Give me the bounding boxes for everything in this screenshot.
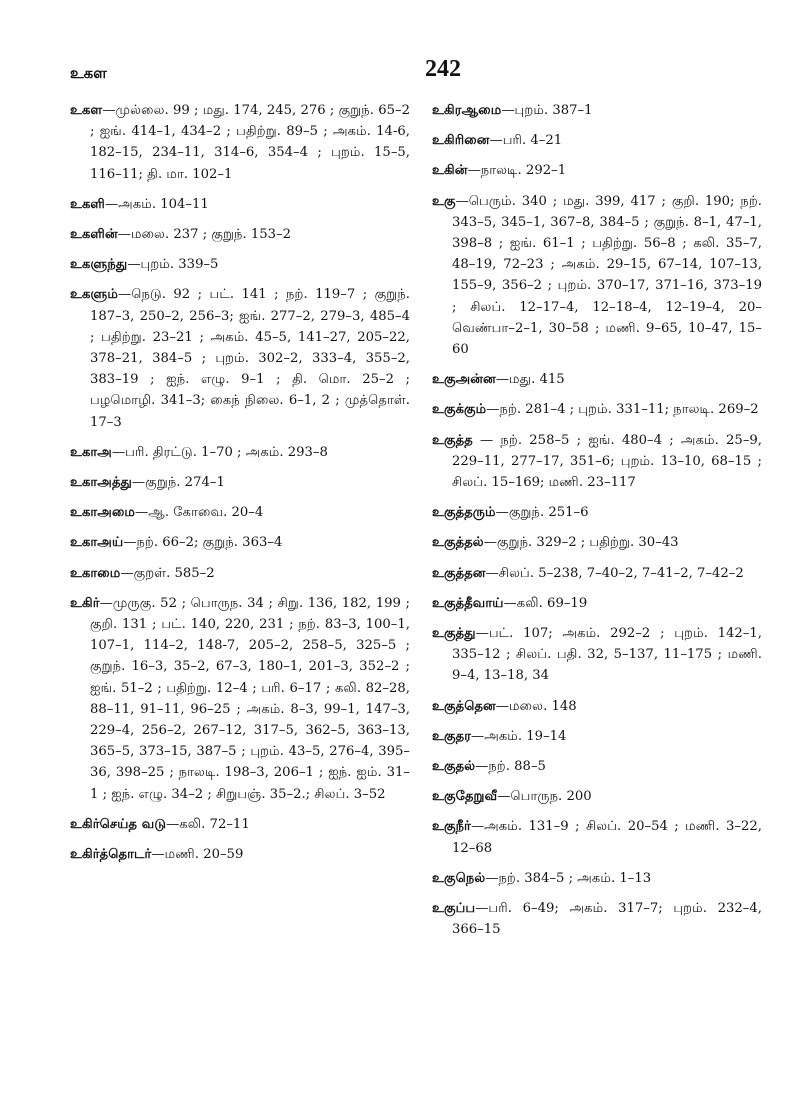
entry-references: —பொருந. 200 [497, 789, 592, 805]
index-entry [432, 502, 762, 523]
entry-headword: உகுதர [432, 728, 472, 744]
entry-headword: உகுநீர் [432, 819, 471, 835]
entry-headword: உகுத்தல் [432, 535, 484, 551]
index-entry [70, 254, 410, 275]
entry-references: —பெரும். 340 ; மது. 399, 417 ; குறி. 190; நற். 343–5, 345–1, 367–8, 384–5 ; குறுந். 8–1, 47–1, 398–8 ; ஐங். 61–1 ; பதிற்று. 56–8 ; கலி. 35–7, 48–19, 72–23 ; அகம். 29–15, 67–14, 107–13, 155–9, 356–2 ; புறம். 370–17, 371–16, 373–19 ; சிலப். 12–17–4, 12–18–4, 12–19–4, 20–வெண்பா–2–1, 30–58 ; மணி. 9–65, 10–47, 15–60 [452, 193, 762, 358]
index-entry [432, 191, 762, 361]
index-entry [432, 430, 762, 494]
entry-references: —புறம். 387–1 [501, 103, 593, 118]
entry-references: —பரி. 4–21 [489, 133, 563, 149]
index-entry [70, 563, 410, 584]
entry-headword: உகுத்த [432, 432, 473, 448]
index-entry [432, 868, 762, 889]
index-entry [432, 623, 762, 687]
index-entry [432, 898, 762, 940]
entry-references: —அகம். 19–14 [471, 728, 567, 744]
entry-headword: உகளுந்து [70, 257, 128, 273]
index-entry [432, 696, 762, 717]
entry-references: —நாலடி. 292–1 [467, 163, 567, 179]
index-entry [70, 502, 410, 523]
entry-headword: உகிர் [70, 595, 100, 611]
index-entry [432, 130, 762, 151]
index-entry [432, 726, 762, 747]
entry-headword: உகாஅ [70, 444, 112, 460]
index-entry [432, 593, 762, 614]
entry-headword: உகுத்து [432, 626, 476, 642]
entry-references: —கலி. 72–11 [166, 816, 250, 832]
index-entry [70, 224, 410, 245]
entry-headword: உகளி [70, 196, 105, 212]
entry-headword: உகுக்கும் [432, 402, 487, 418]
index-entry [432, 399, 762, 420]
entry-references: —குறுந். 329–2 ; பதிற்று. 30–43 [483, 535, 679, 551]
entry-headword: உகுநெல் [432, 870, 486, 886]
index-entry [432, 532, 762, 553]
entry-references: —முருகு. 52 ; பொருந. 34 ; சிறு. 136, 182, 199 ; குறி. 131 ; பட். 140, 220, 231 ; நற். 83–3, 100–1, 107–1, 114–2, 148-7, 205–2, 258–5, 325–5 ; குறுந். 16–3, 35–2, 67–3, 180–1, 201–3, 352–2 ; ஐங். 51–2 ; பதிற்று. 12–4 ; பரி. 6–17 ; கலி. 82–28, 88–11, 91–11, 96–25 ; அகம். 8–3, 99–1, 147–3, 229–4, 256–2, 267–12, 317–5, 362–5, 363–13, 365–5, 373–15, 387–5 ; புறம். 43–5, 276–4, 395–36, 398–25 ; நாலடி. 198–3, 206–1 ; ஐந். ஐம். 31–1 ; ஐந். எழு. 34–2 ; சிறுபஞ். 35–2.; சிலப். 3–52 [90, 595, 410, 802]
index-entry [432, 100, 762, 121]
entry-headword: உகாஅத்து [70, 475, 132, 491]
entry-headword: உகுதல் [432, 759, 476, 775]
index-entry [432, 563, 762, 584]
left-column [70, 100, 410, 874]
index-entry [432, 160, 762, 181]
entry-references: —அகம். 104–11 [104, 196, 209, 212]
index-entry [432, 786, 762, 807]
entry-references: —ஆ. கோவை. 20–4 [135, 505, 264, 521]
entry-headword: உகிரினை [432, 133, 490, 149]
entry-headword: உகுதேறுவீ [432, 789, 498, 805]
index-entry [70, 814, 410, 835]
entry-references: —மலை. 148 [495, 698, 577, 714]
entry-headword: உகுத்தன [432, 565, 486, 581]
entry-references: —குறுந். 251–6 [495, 505, 589, 521]
entry-references: —அகம். 131–9 ; சிலப். 20–54 ; மணி. 3–22, 12–68 [452, 819, 762, 856]
index-entry [70, 284, 410, 432]
index-entry [432, 816, 762, 858]
entry-references: —மணி. 20–59 [151, 847, 244, 863]
entry-headword: உகாஅய் [70, 535, 124, 551]
index-entry [70, 100, 410, 185]
entry-headword: உகளும் [70, 287, 119, 303]
entry-headword: உகாஅமை [70, 505, 136, 521]
entry-headword: உகள [70, 103, 103, 118]
entry-headword: உகிர்செய்த வடு [70, 816, 167, 832]
index-entry [70, 194, 410, 215]
entry-headword: உகு [432, 193, 456, 209]
index-entry [70, 472, 410, 493]
entry-headword: உகிரஆமை [432, 103, 502, 118]
entry-references: —சிலப். 5–238, 7–40–2, 7–41–2, 7–42–2 [485, 565, 744, 581]
index-entry [70, 442, 410, 463]
entry-headword: உகுஅன்ன [432, 372, 496, 388]
entry-headword: உகின் [432, 163, 468, 179]
entry-references: —நெடு. 92 ; பட். 141 ; நற். 119–7 ; குறுந். 187–3, 250–2, 256–3; ஐங். 277–2, 279–3, 485–4 ; பதிற்று. 23–21 ; அகம். 45–5, 141–27, 205–22, 378–21, 384–5 ; புறம். 302–2, 333–4, 355–2, 383–19 ; ஐந். எழு. 9–1 ; தி. மொ. 25–2 ; பழமொழி. 341–3; கைந் நிலை. 6–1, 2 ; முத்தொள். 17–3 [90, 287, 410, 430]
entry-references: —குறுந். 274–1 [131, 475, 225, 491]
page-number: 242 [425, 56, 461, 82]
entry-references: —நற். 88–5 [475, 759, 546, 775]
entry-headword: உகிர்த்தொடர் [70, 847, 152, 863]
guide-word: உகள [70, 64, 107, 82]
entry-references: —நற். 66–2; குறுந். 363–4 [123, 535, 283, 551]
index-entry [70, 844, 410, 865]
right-column [432, 100, 762, 950]
index-entry [432, 369, 762, 390]
entry-references: —புறம். 339–5 [127, 257, 219, 273]
entry-references: —முல்லை. 99 ; மது. 174, 245, 276 ; குறுந். 65–2 ; ஐங். 414–1, 434–2 ; பதிற்று. 89–5 ; அகம். 14-6, 182–15, 234–11, 314–6, 354–4 ; புறம். 15–5, 116–11; தி. மா. 102–1 [90, 103, 410, 182]
entry-references: —பரி. திரட்டு. 1–70 ; அகம். 293–8 [111, 444, 328, 460]
index-entry [70, 532, 410, 553]
entry-references: —மது. 415 [495, 372, 565, 388]
entry-headword: உகுப்ப [432, 901, 476, 917]
entry-references: —மலை. 237 ; குறுந். 153–2 [117, 227, 292, 243]
entry-references: — நற். 258–5 ; ஐங். 480–4 ; அகம். 25–9, 229–11, 277–17, 351–6; புறம். 13–10, 68–15 ; சிலப். 15–169; மணி. 23–117 [452, 432, 762, 491]
entry-references: —நற். 384–5 ; அகம். 1–13 [485, 870, 652, 886]
entry-headword: உகுத்தீவாய் [432, 595, 504, 611]
entry-references: —கலி. 69–19 [503, 595, 588, 611]
page-header [70, 46, 740, 86]
entry-headword: உகாமை [70, 565, 121, 581]
entry-references: —பரி. 6–49; அகம். 317–7; புறம். 232–4, 366–15 [452, 901, 762, 938]
index-entry [432, 756, 762, 777]
entry-headword: உகுத்தென [432, 698, 496, 714]
entry-headword: உகுத்தரும் [432, 505, 496, 521]
index-entry [70, 593, 410, 805]
entry-references: —குறள். 585–2 [120, 565, 215, 581]
entry-references: —நற். 281–4 ; புறம். 331–11; நாலடி. 269–2 [486, 402, 759, 418]
entry-references: —பட். 107; அகம். 292–2 ; புறம். 142–1, 335–12 ; சிலப். பதி. 32, 5–137, 11–175 ; மணி. 9–4, 13–18, 34 [452, 626, 762, 684]
entry-headword: உகளின் [70, 227, 118, 243]
